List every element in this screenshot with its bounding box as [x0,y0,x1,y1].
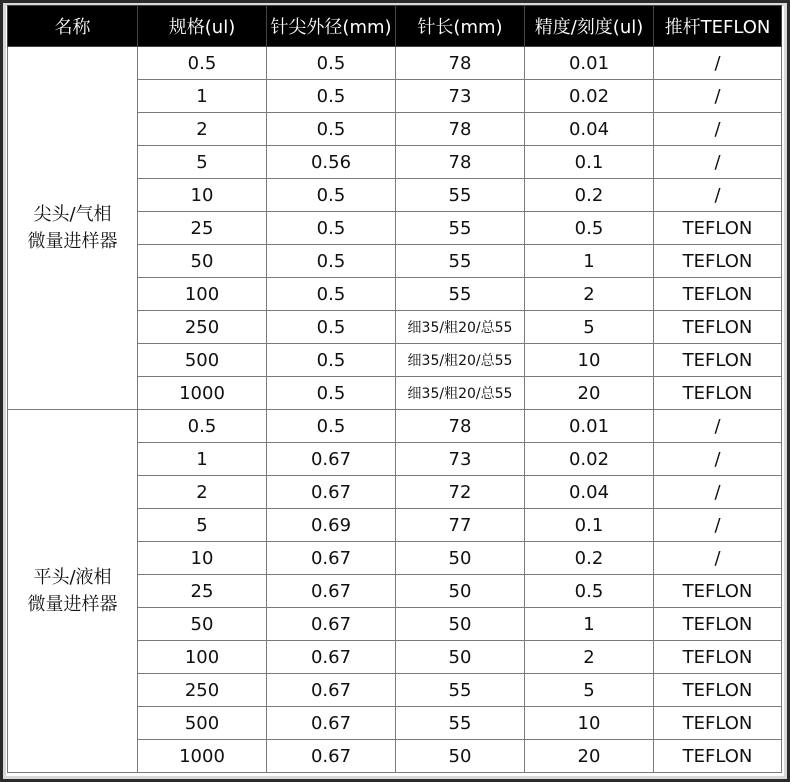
cell-plunger: TEFLON [654,707,782,740]
cell-tip-diameter: 0.5 [267,410,396,443]
cell-tip-diameter: 0.67 [267,476,396,509]
cell-plunger: / [654,80,782,113]
cell-plunger: TEFLON [654,674,782,707]
cell-precision: 5 [525,311,654,344]
cell-plunger: TEFLON [654,245,782,278]
cell-capacity: 25 [138,212,267,245]
cell-capacity: 0.5 [138,47,267,80]
group-name-cell [8,410,138,773]
cell-capacity: 10 [138,179,267,212]
cell-precision: 2 [525,278,654,311]
cell-capacity: 500 [138,707,267,740]
cell-tip-diameter: 0.5 [267,80,396,113]
cell-tip-diameter: 0.67 [267,542,396,575]
cell-precision: 0.1 [525,146,654,179]
cell-precision: 0.04 [525,113,654,146]
cell-plunger: / [654,47,782,80]
cell-tip-diameter: 0.5 [267,179,396,212]
cell-capacity: 250 [138,674,267,707]
cell-needle-length: 73 [396,443,525,476]
cell-needle-length: 55 [396,707,525,740]
cell-plunger: / [654,179,782,212]
header-capacity: 规格(ul) [138,6,267,47]
header-needle-length: 针长(mm) [396,6,525,47]
cell-plunger: TEFLON [654,575,782,608]
cell-needle-length: 细35/粗20/总55 [396,311,525,344]
cell-tip-diameter: 0.67 [267,575,396,608]
cell-needle-length: 50 [396,740,525,773]
header-name: 名称 [8,6,138,47]
cell-tip-diameter: 0.67 [267,740,396,773]
cell-plunger: / [654,410,782,443]
cell-tip-diameter: 0.5 [267,47,396,80]
cell-capacity: 1000 [138,377,267,410]
cell-plunger: TEFLON [654,212,782,245]
cell-capacity: 2 [138,476,267,509]
cell-tip-diameter: 0.5 [267,113,396,146]
cell-needle-length: 55 [396,179,525,212]
cell-plunger: TEFLON [654,740,782,773]
cell-capacity: 10 [138,542,267,575]
cell-tip-diameter: 0.56 [267,146,396,179]
cell-precision: 1 [525,608,654,641]
cell-tip-diameter: 0.5 [267,311,396,344]
cell-tip-diameter: 0.69 [267,509,396,542]
cell-capacity: 50 [138,608,267,641]
cell-precision: 0.02 [525,80,654,113]
cell-needle-length: 55 [396,212,525,245]
group-name-line1: 尖头/气相 [33,204,112,225]
cell-tip-diameter: 0.67 [267,641,396,674]
cell-tip-diameter: 0.5 [267,278,396,311]
cell-plunger: / [654,476,782,509]
cell-plunger: / [654,146,782,179]
cell-capacity: 100 [138,278,267,311]
header-plunger: 推杆TEFLON [654,6,782,47]
cell-tip-diameter: 0.67 [267,674,396,707]
cell-needle-length: 50 [396,608,525,641]
table-body [8,47,782,773]
cell-capacity: 0.5 [138,410,267,443]
cell-capacity: 250 [138,311,267,344]
cell-capacity: 100 [138,641,267,674]
cell-precision: 0.02 [525,443,654,476]
cell-needle-length: 55 [396,278,525,311]
cell-needle-length: 72 [396,476,525,509]
cell-needle-length: 细35/粗20/总55 [396,377,525,410]
group-name-line1: 平头/液相 [33,567,112,588]
table-row [8,47,782,80]
cell-tip-diameter: 0.67 [267,443,396,476]
cell-capacity: 5 [138,509,267,542]
cell-precision: 0.04 [525,476,654,509]
cell-plunger: / [654,113,782,146]
cell-needle-length: 73 [396,80,525,113]
cell-needle-length: 50 [396,641,525,674]
cell-tip-diameter: 0.5 [267,212,396,245]
cell-capacity: 1 [138,443,267,476]
cell-needle-length: 78 [396,113,525,146]
cell-capacity: 50 [138,245,267,278]
cell-precision: 0.5 [525,212,654,245]
cell-precision: 2 [525,641,654,674]
cell-needle-length: 78 [396,47,525,80]
cell-needle-length: 50 [396,542,525,575]
cell-precision: 1 [525,245,654,278]
header-tip-diameter: 针尖外径(mm) [267,6,396,47]
cell-precision: 0.2 [525,542,654,575]
header-row [8,6,782,47]
spec-table [7,5,782,773]
cell-plunger: TEFLON [654,608,782,641]
cell-needle-length: 78 [396,146,525,179]
cell-precision: 10 [525,344,654,377]
group-name-line2: 微量进样器 [27,231,118,252]
cell-plunger: TEFLON [654,377,782,410]
cell-capacity: 500 [138,344,267,377]
cell-tip-diameter: 0.5 [267,245,396,278]
cell-tip-diameter: 0.67 [267,707,396,740]
cell-plunger: / [654,443,782,476]
cell-tip-diameter: 0.67 [267,608,396,641]
cell-plunger: TEFLON [654,344,782,377]
cell-capacity: 25 [138,575,267,608]
cell-capacity: 5 [138,146,267,179]
cell-needle-length: 55 [396,245,525,278]
cell-plunger: TEFLON [654,278,782,311]
cell-precision: 20 [525,740,654,773]
cell-precision: 20 [525,377,654,410]
cell-needle-length: 细35/粗20/总55 [396,344,525,377]
cell-capacity: 1000 [138,740,267,773]
cell-precision: 0.01 [525,410,654,443]
cell-precision: 10 [525,707,654,740]
table-row [8,410,782,443]
group-name-line2: 微量进样器 [27,594,118,615]
cell-capacity: 1 [138,80,267,113]
cell-tip-diameter: 0.5 [267,377,396,410]
header-precision: 精度/刻度(ul) [525,6,654,47]
cell-plunger: / [654,509,782,542]
cell-needle-length: 77 [396,509,525,542]
cell-needle-length: 55 [396,674,525,707]
cell-needle-length: 50 [396,575,525,608]
cell-needle-length: 78 [396,410,525,443]
group-name-cell [8,47,138,410]
cell-precision: 0.2 [525,179,654,212]
cell-precision: 0.1 [525,509,654,542]
cell-capacity: 2 [138,113,267,146]
cell-precision: 0.5 [525,575,654,608]
cell-plunger: TEFLON [654,641,782,674]
cell-plunger: TEFLON [654,311,782,344]
cell-precision: 0.01 [525,47,654,80]
cell-tip-diameter: 0.5 [267,344,396,377]
cell-plunger: / [654,542,782,575]
cell-precision: 5 [525,674,654,707]
